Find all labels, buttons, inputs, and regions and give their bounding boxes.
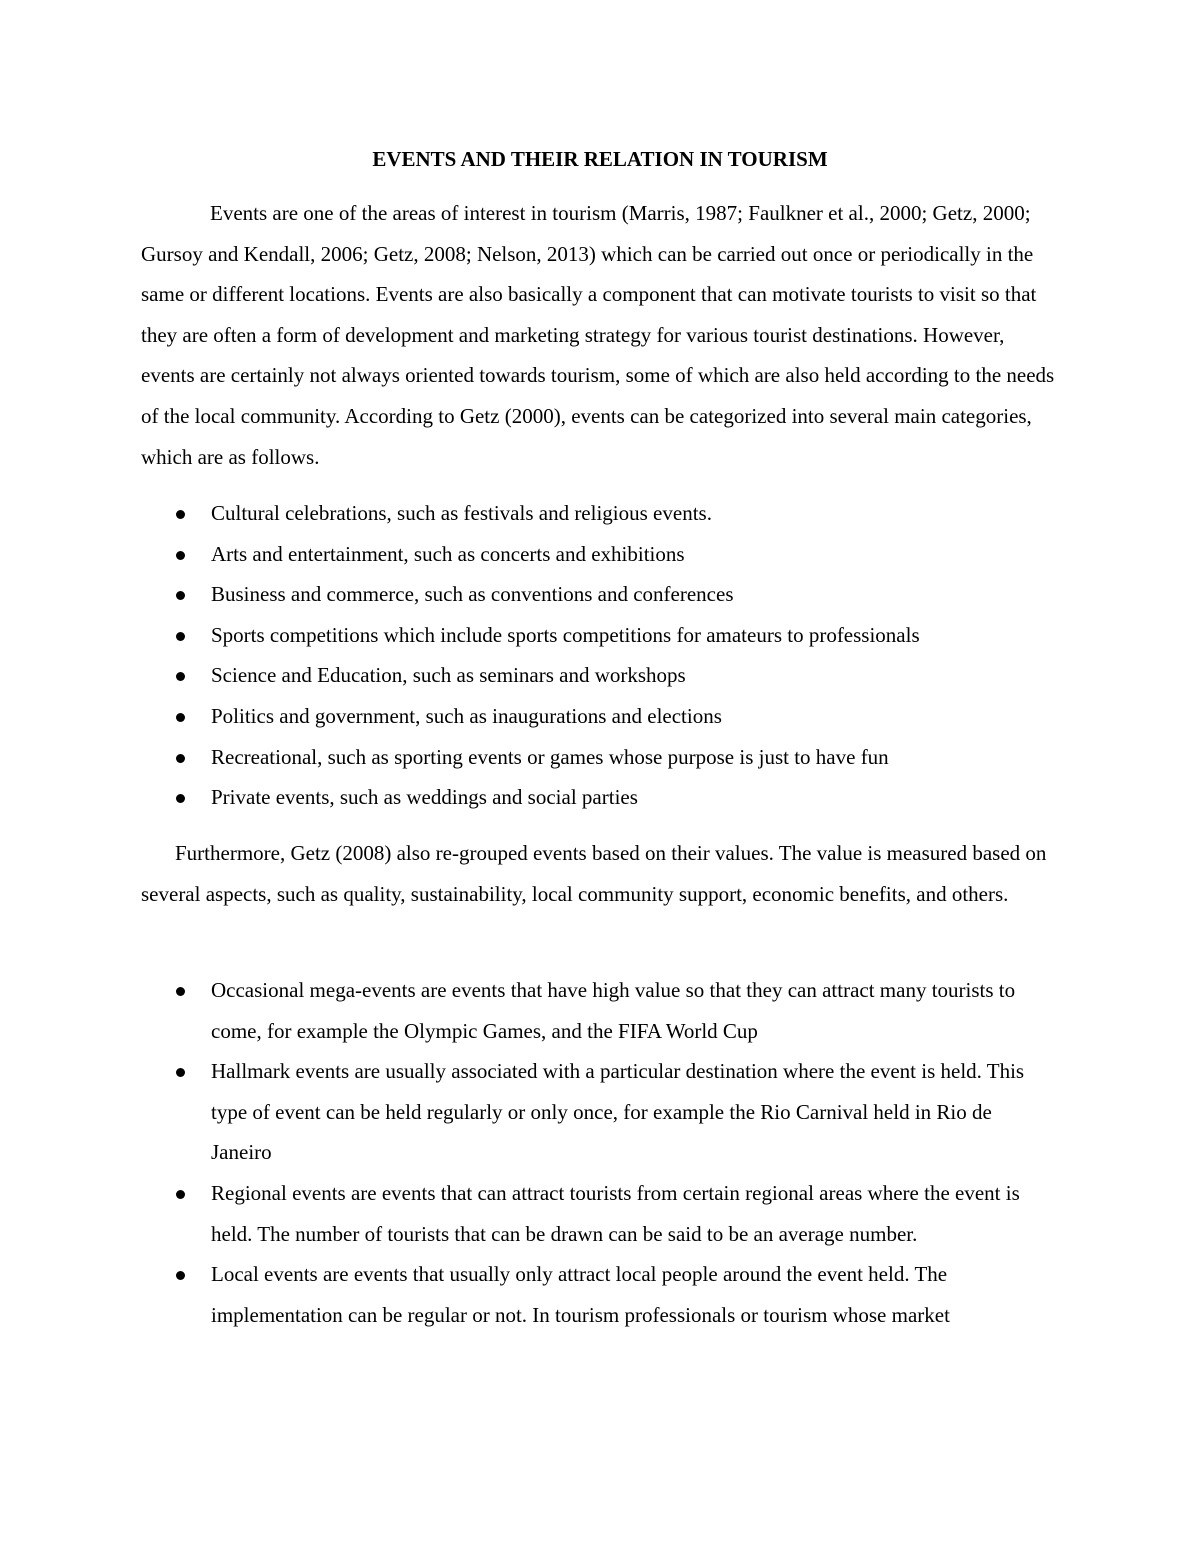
bullet-icon [176,632,185,641]
document-title: EVENTS AND THEIR RELATION IN TOURISM [372,147,828,171]
bullet-icon [176,754,185,763]
bullet-icon [176,510,185,519]
list-item [0,696,1051,737]
bullet-icon [176,1068,185,1077]
list-item [0,574,1051,615]
list-item-text: Hallmark events are usually associated with a particular destination where the event is held. This type of event can be held regularly or only once, for example the Rio Carnival held in Rio de Janeiro [211,1059,1025,1165]
list-item-text: Private events, such as weddings and social parties [211,785,638,810]
list-item [0,1051,1051,1173]
list-item [0,1173,1051,1254]
event-categories-list [0,493,1051,818]
list-item-text: Local events are events that usually only attract local people around the event held. The implementation can be regular or not. In tourism professionals or tourism whose market [211,1262,950,1327]
list-item [0,615,1051,656]
list-item [0,777,1051,818]
bullet-icon [176,672,185,681]
bullet-icon [176,591,185,600]
bullet-icon [176,551,185,560]
list-item-text: Arts and entertainment, such as concerts and exhibitions [211,541,685,566]
list-item-text: Regional events are events that can attract tourists from certain regional areas where the event is held. The number of tourists that can be drawn can be said to be an average number. [211,1180,1020,1246]
list-item-text: Politics and government, such as inaugurations and elections [211,703,722,728]
bullet-icon [176,1271,185,1280]
list-item [0,655,1051,696]
list-item-text: Business and commerce, such as conventions and conferences [211,582,734,607]
list-item-text: Cultural celebrations, such as festivals and religious events. [211,501,712,525]
list-item-text: Occasional mega-events are events that have high value so that they can attract many tourists to come, for example the Olympic Games, and the FIFA World Cup [211,978,1016,1043]
list-item [0,970,1051,1051]
list-item-text: Recreational, such as sporting events or games whose purpose is just to have fun [211,744,889,769]
list-item-text: Sports competitions which include sports competitions for amateurs to professionals [211,622,920,647]
event-value-list [0,970,1051,1335]
list-item [0,534,1051,575]
list-item [0,493,1051,534]
intro-paragraph: Events are one of the areas of interest in tourism (Marris, 1987; Faulkner et al., 2000; Getz, 2000; Gursoy and Kendall, 2006; Getz, 2008; Nelson, 2013) which can be carried out once or periodically in the same or different locations. Events are also basically a component that can motivate tourists to visit so that they are often a form of development and marketing strategy for various tourist destinations. However, events are certainly not always oriented towards tourism, some of which are also held according to the needs of the local community. According to Getz (2000), events can be categorized into several main categories, which are as follows. [141,201,1055,469]
value-paragraph: Furthermore, Getz (2008) also re-grouped events based on their values. The value is measured based on several aspects, such as quality, sustainability, local community support, economic benefits, and others. [141,841,1047,906]
bullet-icon [176,713,185,722]
bullet-icon [176,1190,185,1199]
list-item-text: Science and Education, such as seminars and workshops [211,663,686,688]
bullet-icon [176,794,185,803]
bullet-icon [176,987,185,996]
list-item [0,1254,1051,1335]
list-item [0,737,1051,778]
